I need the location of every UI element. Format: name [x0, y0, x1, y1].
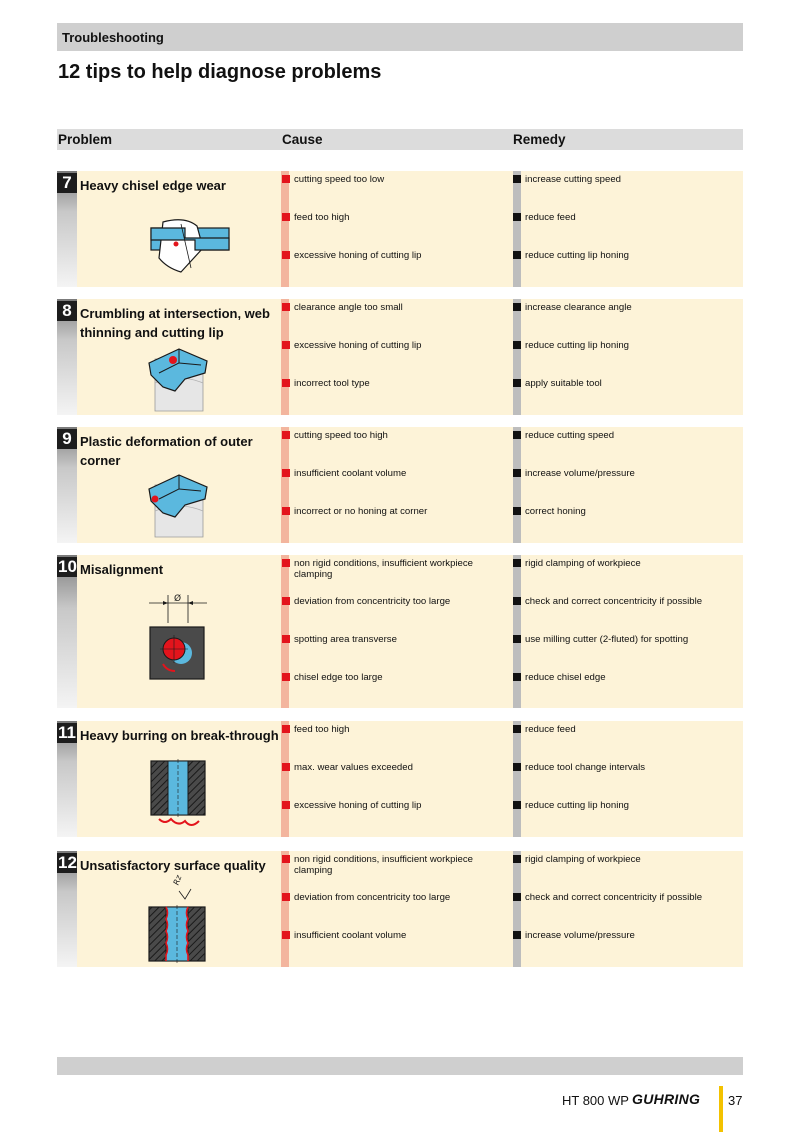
- remedy-accent-bar: [513, 721, 521, 837]
- remedy-item: reduce feed: [513, 212, 741, 223]
- black-square-bullet: [513, 673, 521, 681]
- black-square-bullet: [513, 251, 521, 259]
- red-square-bullet: [282, 379, 290, 387]
- remedy-item: apply suitable tool: [513, 378, 741, 389]
- red-square-bullet: [282, 303, 290, 311]
- burring-breakthrough-illustration: [147, 757, 209, 837]
- black-square-bullet: [513, 893, 521, 901]
- footer-accent-bar: [719, 1086, 723, 1132]
- problem-title: Heavy chisel edge wear: [80, 178, 226, 193]
- diameter-symbol: Ø: [174, 594, 182, 604]
- remedy-accent-bar: [513, 427, 521, 543]
- cause-item: cutting speed too low: [282, 174, 510, 185]
- cause-accent-bar: [281, 299, 289, 415]
- cause-item: non rigid conditions, insufficient workpiece clamping: [282, 558, 510, 580]
- remedy-item: use milling cutter (2-fluted) for spotting: [513, 634, 741, 645]
- cause-item: feed too high: [282, 212, 510, 223]
- problem-title: Crumbling at intersection, web thinning and cutting lip: [80, 306, 270, 340]
- cause-item: clearance angle too small: [282, 302, 510, 313]
- red-square-bullet: [282, 673, 290, 681]
- remedy-item: increase volume/pressure: [513, 930, 741, 941]
- red-square-bullet: [282, 341, 290, 349]
- remedy-cell: [521, 427, 743, 543]
- cause-item: feed too high: [282, 724, 510, 735]
- remedy-item: rigid clamping of workpiece: [513, 854, 741, 865]
- remedy-accent-bar: [513, 851, 521, 967]
- remedy-item: check and correct concentricity if possible: [513, 892, 741, 903]
- cause-item: deviation from concentricity too large: [282, 596, 510, 607]
- red-square-bullet: [282, 469, 290, 477]
- red-square-bullet: [282, 431, 290, 439]
- black-square-bullet: [513, 559, 521, 567]
- crumbling-drill-illustration: [145, 343, 213, 415]
- black-square-bullet: [513, 431, 521, 439]
- column-header-bar: [57, 129, 743, 150]
- remedy-item: reduce cutting speed: [513, 430, 741, 441]
- remedy-item: reduce feed: [513, 724, 741, 735]
- red-square-bullet: [282, 635, 290, 643]
- column-header-remedy: Remedy: [513, 132, 566, 147]
- tip-section-10: [57, 555, 743, 708]
- problem-title: Unsatisfactory surface quality: [80, 858, 266, 873]
- cause-item: max. wear values exceeded: [282, 762, 510, 773]
- red-square-bullet: [282, 597, 290, 605]
- column-header-problem: Problem: [58, 132, 113, 147]
- tip-section-11: [57, 721, 743, 837]
- footer-model: HT 800 WP: [562, 1093, 629, 1108]
- tip-number: 8: [57, 301, 77, 321]
- cause-item: deviation from concentricity too large: [282, 892, 510, 903]
- red-square-bullet: [282, 251, 290, 259]
- remedy-cell: [521, 171, 743, 287]
- black-square-bullet: [513, 341, 521, 349]
- remedy-item: increase volume/pressure: [513, 468, 741, 479]
- cause-item: non rigid conditions, insufficient workpiece clamping: [282, 854, 510, 876]
- page-number: 37: [728, 1093, 743, 1108]
- remedy-cell: [521, 555, 743, 708]
- cause-cell: [289, 171, 513, 287]
- black-square-bullet: [513, 597, 521, 605]
- brand-logo: GUHRING: [632, 1091, 701, 1107]
- roughness-symbol: Rz: [171, 873, 184, 887]
- problem-title: Plastic deformation of outer corner: [80, 434, 253, 468]
- remedy-accent-bar: [513, 299, 521, 415]
- cause-item: spotting area transverse: [282, 634, 510, 645]
- cause-cell: [289, 299, 513, 415]
- remedy-item: reduce chisel edge: [513, 672, 741, 683]
- remedy-item: reduce cutting lip honing: [513, 800, 741, 811]
- red-square-bullet: [282, 559, 290, 567]
- remedy-item: rigid clamping of workpiece: [513, 558, 741, 569]
- remedy-item: increase cutting speed: [513, 174, 741, 185]
- remedy-accent-bar: [513, 555, 521, 708]
- red-square-bullet: [282, 725, 290, 733]
- red-square-bullet: [282, 507, 290, 515]
- red-square-bullet: [282, 931, 290, 939]
- black-square-bullet: [513, 507, 521, 515]
- black-square-bullet: [513, 379, 521, 387]
- black-square-bullet: [513, 469, 521, 477]
- remedy-item: check and correct concentricity if possible: [513, 596, 741, 607]
- section-label: Troubleshooting: [62, 30, 164, 45]
- tip-number: 9: [57, 429, 77, 449]
- cause-cell: [289, 721, 513, 837]
- cause-item: excessive honing of cutting lip: [282, 250, 510, 261]
- chisel-edge-wear-illustration: [145, 218, 235, 276]
- tip-number: 10: [58, 557, 77, 576]
- column-header-cause: Cause: [282, 132, 323, 147]
- remedy-cell: [521, 721, 743, 837]
- tip-number: 7: [57, 173, 77, 193]
- red-square-bullet: [282, 763, 290, 771]
- red-square-bullet: [282, 213, 290, 221]
- cause-item: incorrect or no honing at corner: [282, 506, 510, 517]
- cause-item: excessive honing of cutting lip: [282, 800, 510, 811]
- cause-item: incorrect tool type: [282, 378, 510, 389]
- cause-accent-bar: [281, 171, 289, 287]
- black-square-bullet: [513, 213, 521, 221]
- red-square-bullet: [282, 893, 290, 901]
- remedy-item: increase clearance angle: [513, 302, 741, 313]
- problem-title: Misalignment: [80, 562, 164, 577]
- tip-section-8: [57, 299, 743, 415]
- black-square-bullet: [513, 855, 521, 863]
- remedy-item: reduce cutting lip honing: [513, 340, 741, 351]
- remedy-item: correct honing: [513, 506, 741, 517]
- remedy-item: reduce tool change intervals: [513, 762, 741, 773]
- cause-item: excessive honing of cutting lip: [282, 340, 510, 351]
- black-square-bullet: [513, 763, 521, 771]
- section-header-bar: [57, 23, 743, 51]
- tip-section-9: [57, 427, 743, 543]
- tip-section-7: [57, 171, 743, 287]
- footer-bar: [57, 1057, 743, 1075]
- tip-section-12: [57, 851, 743, 967]
- black-square-bullet: [513, 931, 521, 939]
- black-square-bullet: [513, 175, 521, 183]
- remedy-cell: [521, 851, 743, 967]
- cause-item: insufficient coolant volume: [282, 930, 510, 941]
- black-square-bullet: [513, 725, 521, 733]
- red-square-bullet: [282, 175, 290, 183]
- problem-title: Heavy burring on break-through: [80, 728, 279, 743]
- section-side-gradient: [57, 555, 77, 708]
- cause-cell: [289, 427, 513, 543]
- tip-number: 12: [58, 853, 77, 872]
- tip-number: 11: [58, 723, 76, 742]
- misalignment-illustration: [145, 591, 211, 681]
- plastic-deformation-drill-illustration: [145, 469, 213, 541]
- page-title: 12 tips to help diagnose problems: [58, 61, 382, 83]
- remedy-item: reduce cutting lip honing: [513, 250, 741, 261]
- cause-item: chisel edge too large: [282, 672, 510, 683]
- black-square-bullet: [513, 635, 521, 643]
- red-square-bullet: [282, 801, 290, 809]
- cause-accent-bar: [281, 427, 289, 543]
- cause-accent-bar: [281, 721, 289, 837]
- remedy-cell: [521, 299, 743, 415]
- cause-item: insufficient coolant volume: [282, 468, 510, 479]
- black-square-bullet: [513, 801, 521, 809]
- surface-quality-illustration: [145, 871, 211, 963]
- remedy-accent-bar: [513, 171, 521, 287]
- cause-item: cutting speed too high: [282, 430, 510, 441]
- black-square-bullet: [513, 303, 521, 311]
- red-square-bullet: [282, 855, 290, 863]
